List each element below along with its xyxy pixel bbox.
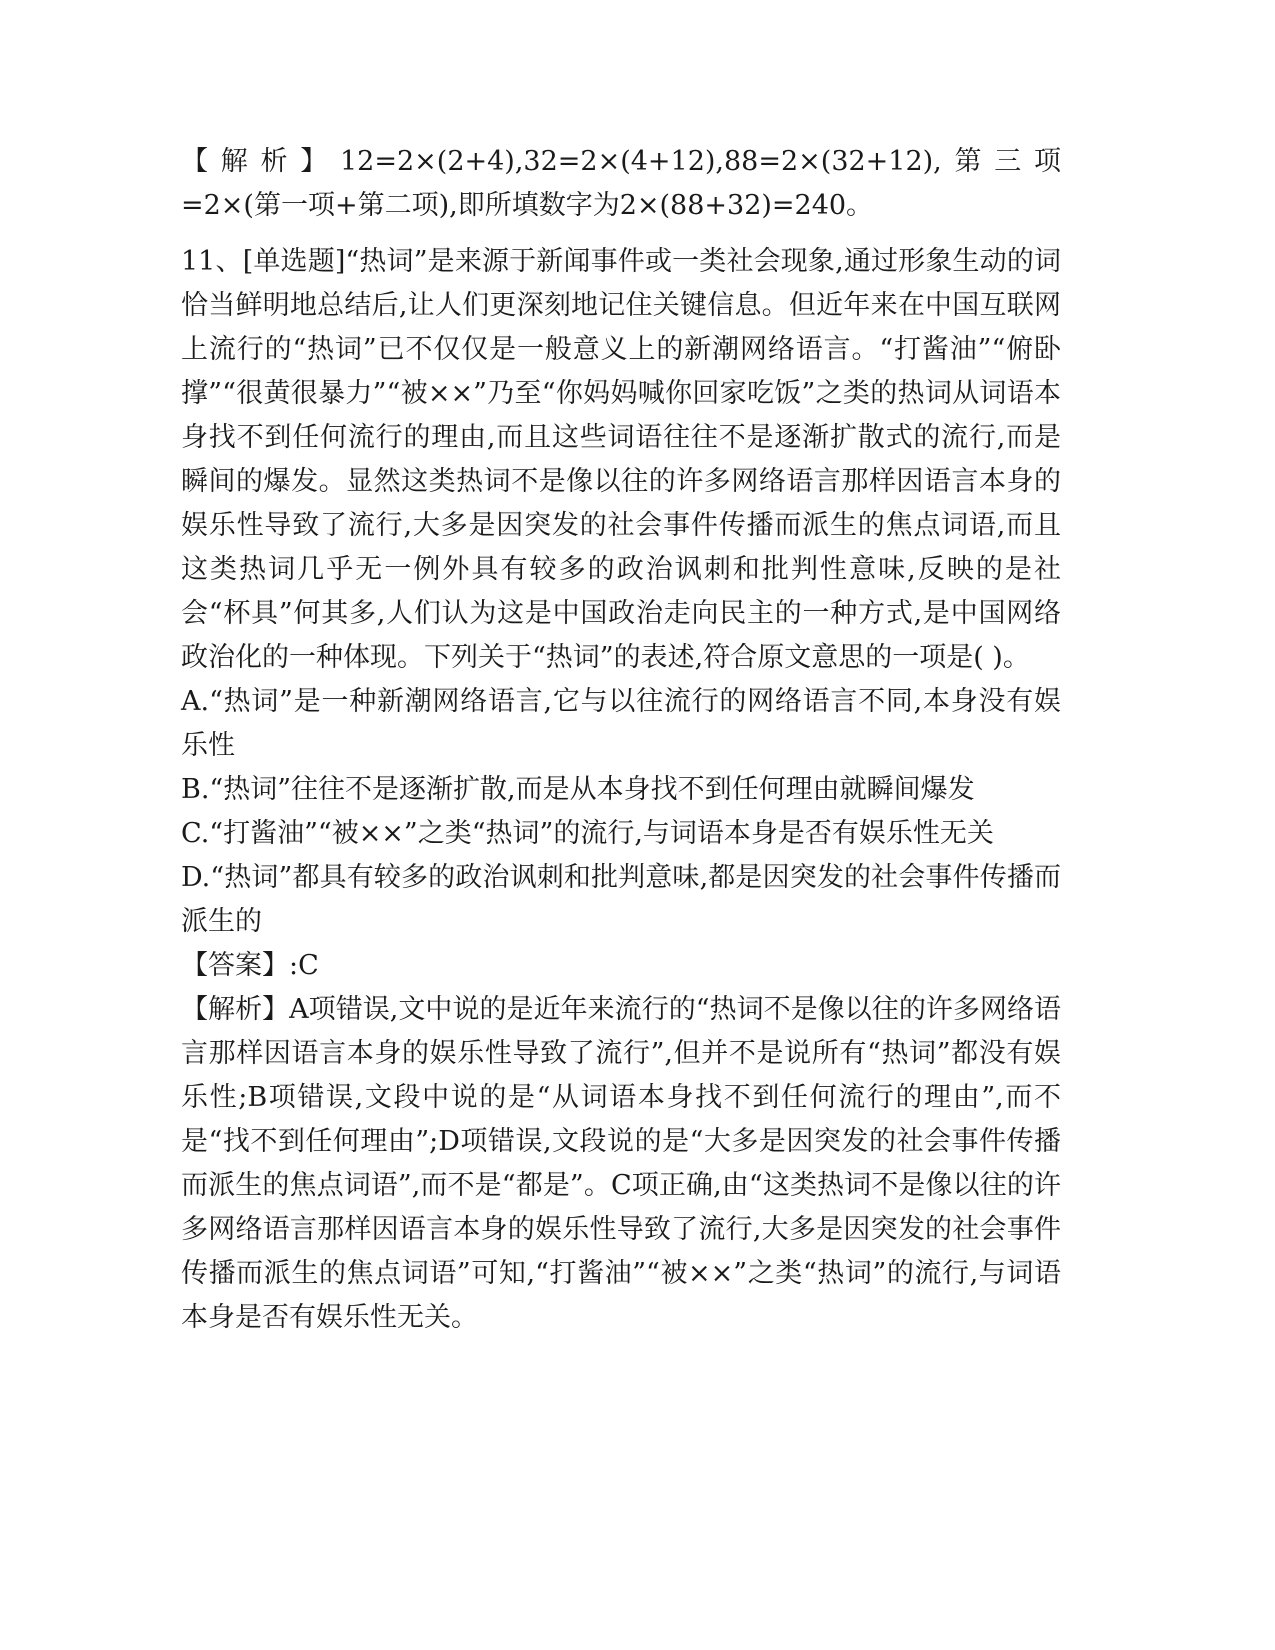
- explanation-label: 【解析】: [181, 146, 340, 177]
- document-page: [181, 140, 1061, 1340]
- option-d: D.“热词”都具有较多的政治讽刺和批判意味,都是因突发的社会事件传播而派生的: [181, 862, 1061, 937]
- explanation-label: 【解析】: [181, 994, 290, 1025]
- option-a: A.“热词”是一种新潮网络语言,它与以往流行的网络语言不同,本身没有娱乐性: [181, 686, 1061, 761]
- question-explanation: [181, 988, 1061, 1340]
- explanation-text: 12=2×(2+4),32=2×(4+12),88=2×(32+12),第三项=2×(第一项+第二项),即所填数字为2×(88+32)=240。: [181, 146, 1062, 221]
- question-type: [单选题]: [242, 246, 346, 277]
- paragraph-gap: [181, 228, 1061, 240]
- option-b: B.“热词”往往不是逐渐扩散,而是从本身找不到任何理由就瞬间爆发: [181, 774, 975, 805]
- answer-line: [181, 944, 1061, 988]
- option-c: C.“打酱油”“被××”之类“热词”的流行,与词语本身是否有娱乐性无关: [181, 818, 994, 849]
- explanation-text: A项错误,文中说的是近年来流行的“热词不是像以往的许多网络语言那样因语言本身的娱乐性导致了流行”,但并不是说所有“热词”都没有娱乐性;B项错误,文段中说的是“从词语本身找不到任何流行的理由”,而不是“找不到任何理由”;D项错误,文段说的是“大多是因突发的社会事件传播而派生的焦点词语”,而不是“都是”。C项正确,由“这类热词不是像以往的许多网络语言那样因语言本身的娱乐性导致了流行,大多是因突发的社会事件传播而派生的焦点词语”可知,“打酱油”“被××”之类“热词”的流行,与词语本身是否有娱乐性无关。: [181, 994, 1061, 1333]
- question-number: 11、: [181, 246, 243, 277]
- previous-explanation: [181, 140, 1061, 228]
- question-stem: [181, 240, 1061, 680]
- answer-label: 【答案】:: [181, 950, 299, 981]
- answer-value: C: [298, 950, 319, 981]
- question-text: “热词”是来源于新闻事件或一类社会现象,通过形象生动的词恰当鲜明地总结后,让人们更深刻地记住关键信息。但近年来在中国互联网上流行的“热词”已不仅仅是一般意义上的新潮网络语言。“打酱油”“俯卧撑”“很黄很暴力”“被××”乃至“你妈妈喊你回家吃饭”之类的热词从词语本身找不到任何流行的理由,而且这些词语往往不是逐渐扩散式的流行,而是瞬间的爆发。显然这类热词不是像以往的许多网络语言那样因语言本身的娱乐性导致了流行,大多是因突发的社会事件传播而派生的焦点词语,而且这类热词几乎无一例外具有较多的政治讽刺和批判性意味,反映的是社会“杯具”何其多,人们认为这是中国政治走向民主的一种方式,是中国网络政治化的一种体现。下列关于“热词”的表述,符合原文意思的一项是( )。: [181, 246, 1061, 673]
